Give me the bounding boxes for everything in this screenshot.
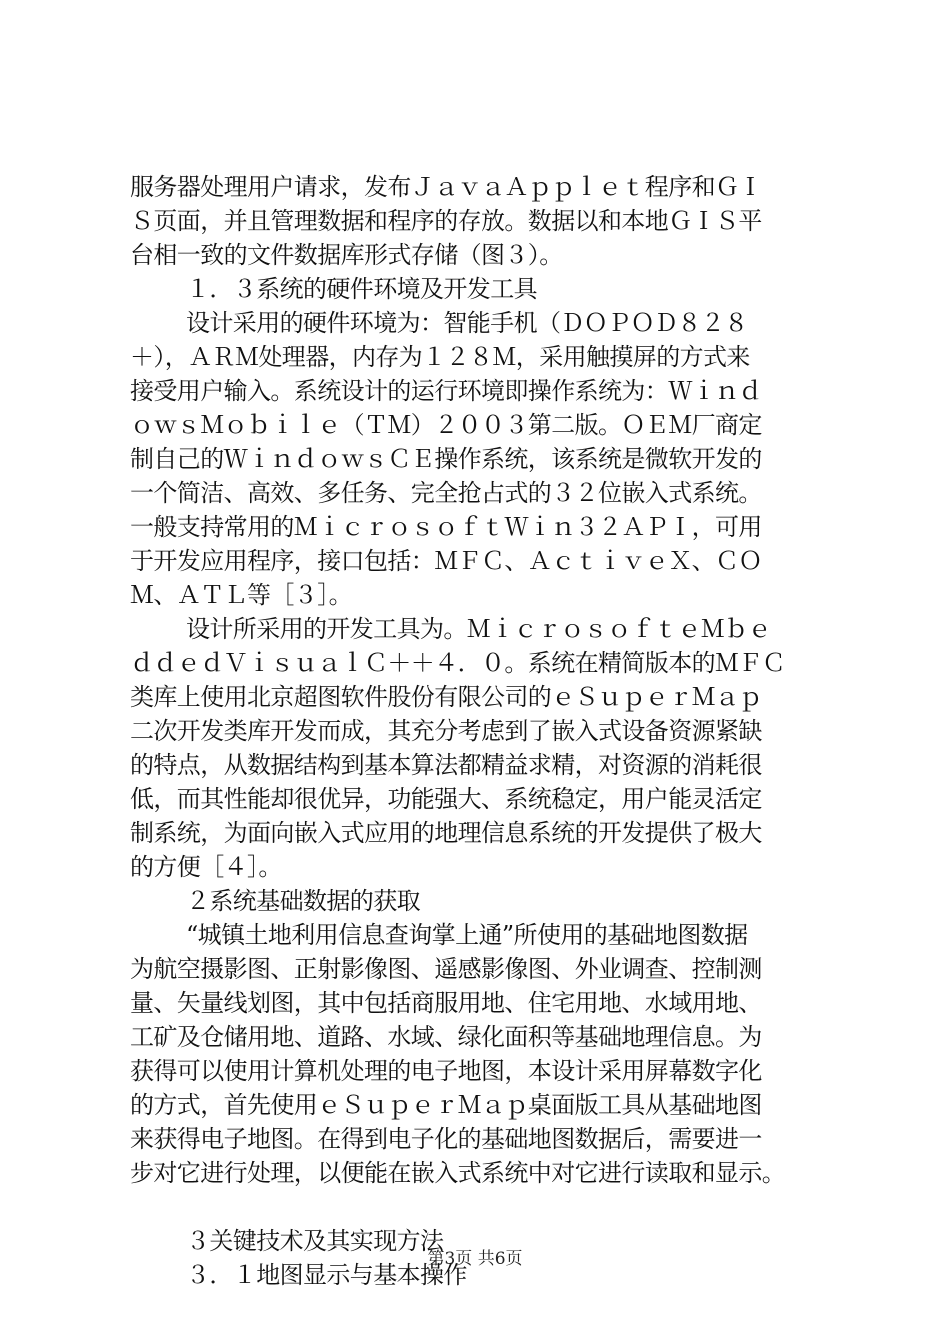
text-line: 步对它进行处理，以便能在嵌入式系统中对它进行读取和显示。 [130,1159,786,1187]
text-line: 的方式，首先使用ｅＳｕｐｅｒＭａｐ桌面版工具从基础地图 [130,1091,762,1119]
text-line: 二次开发类库开发而成，其充分考虑到了嵌入式设备资源紧缺 [130,717,762,745]
text-line: 的特点，从数据结构到基本算法都精益求精，对资源的消耗很 [130,751,762,779]
text-line: 服务器处理用户请求，发布ＪａｖａＡｐｐｌｅｔ程序和ＧＩ [130,173,762,201]
text-line: ＋），ＡＲＭ处理器，内存为１２８Ｍ，采用触摸屏的方式来 [130,343,750,371]
text-line: 获得可以使用计算机处理的电子地图，本设计采用屏幕数字化 [130,1057,762,1085]
text-line: 设计所采用的开发工具为。ＭｉｃｒｏｓｏｆｔｅＭｂｅ [186,615,771,643]
text-line: 来获得电子地图。在得到电子化的基础地图数据后，需要进一 [130,1125,762,1153]
text-line: 接受用户输入。系统设计的运行环境即操作系统为：Ｗｉｎｄ [130,377,762,405]
text-line: 一般支持常用的ＭｉｃｒｏｓｏｆｔＷｉｎ３２ＡＰＩ，可用 [130,513,762,541]
section-heading-3: ３关键技术及其实现方法 [186,1227,444,1255]
text-line: 制自己的ＷｉｎｄｏｗｓＣＥ操作系统，该系统是微软开发的 [130,445,762,473]
body-text [130,170,830,1292]
text-line: 台相一致的文件数据库形式存储（图３）。 [130,241,563,269]
text-line: 一个简洁、高效、多任务、完全抢占式的３２位嵌入式系统。 [130,479,762,507]
page-footer: 第3页 共6页 [427,1249,523,1269]
text-line: Ｍ、ＡＴＬ等［３］。 [130,581,352,609]
text-line: “城镇土地利用信息查询掌上通”所使用的基础地图数据 [186,921,748,949]
section-heading-2: ２系统基础数据的获取 [186,887,420,915]
text-line: 的方便［４］。 [130,853,282,881]
text-line: 类库上使用北京超图软件股份有限公司的ｅＳｕｐｅｒＭａｐ [130,683,762,711]
text-line: 低，而其性能却很优异，功能强大、系统稳定，用户能灵活定 [130,785,762,813]
section-heading-1-3: １．３系统的硬件环境及开发工具 [186,275,537,303]
section-heading-3-1: ３．１地图显示与基本操作 [186,1261,467,1289]
text-line: Ｓ页面，并且管理数据和程序的存放。数据以和本地ＧＩＳ平 [130,207,762,235]
text-line: 于开发应用程序，接口包括：ＭＦＣ、ＡｃｔｉｖｅＸ、ＣＯ [130,547,762,575]
text-line: 为航空摄影图、正射影像图、遥感影像图、外业调查、控制测 [130,955,762,983]
text-line: ｏｗｓＭｏｂｉｌｅ（ＴＭ）２００３第二版。ＯＥＭ厂商定 [130,411,762,439]
text-line: 量、矢量线划图，其中包括商服用地、住宅用地、水域用地、 [130,989,762,1017]
text-line: ｄｄｅｄＶｉｓｕａｌＣ＋＋４．０。系统在精简版本的ＭＦＣ [130,649,786,677]
text-line: 设计采用的硬件环境为：智能手机（ＤＯＰＯＤ８２８ [186,309,748,337]
text-line: 制系统，为面向嵌入式应用的地理信息系统的开发提供了极大 [130,819,762,847]
text-line: 工矿及仓储用地、道路、水域、绿化面积等基础地理信息。为 [130,1023,762,1051]
